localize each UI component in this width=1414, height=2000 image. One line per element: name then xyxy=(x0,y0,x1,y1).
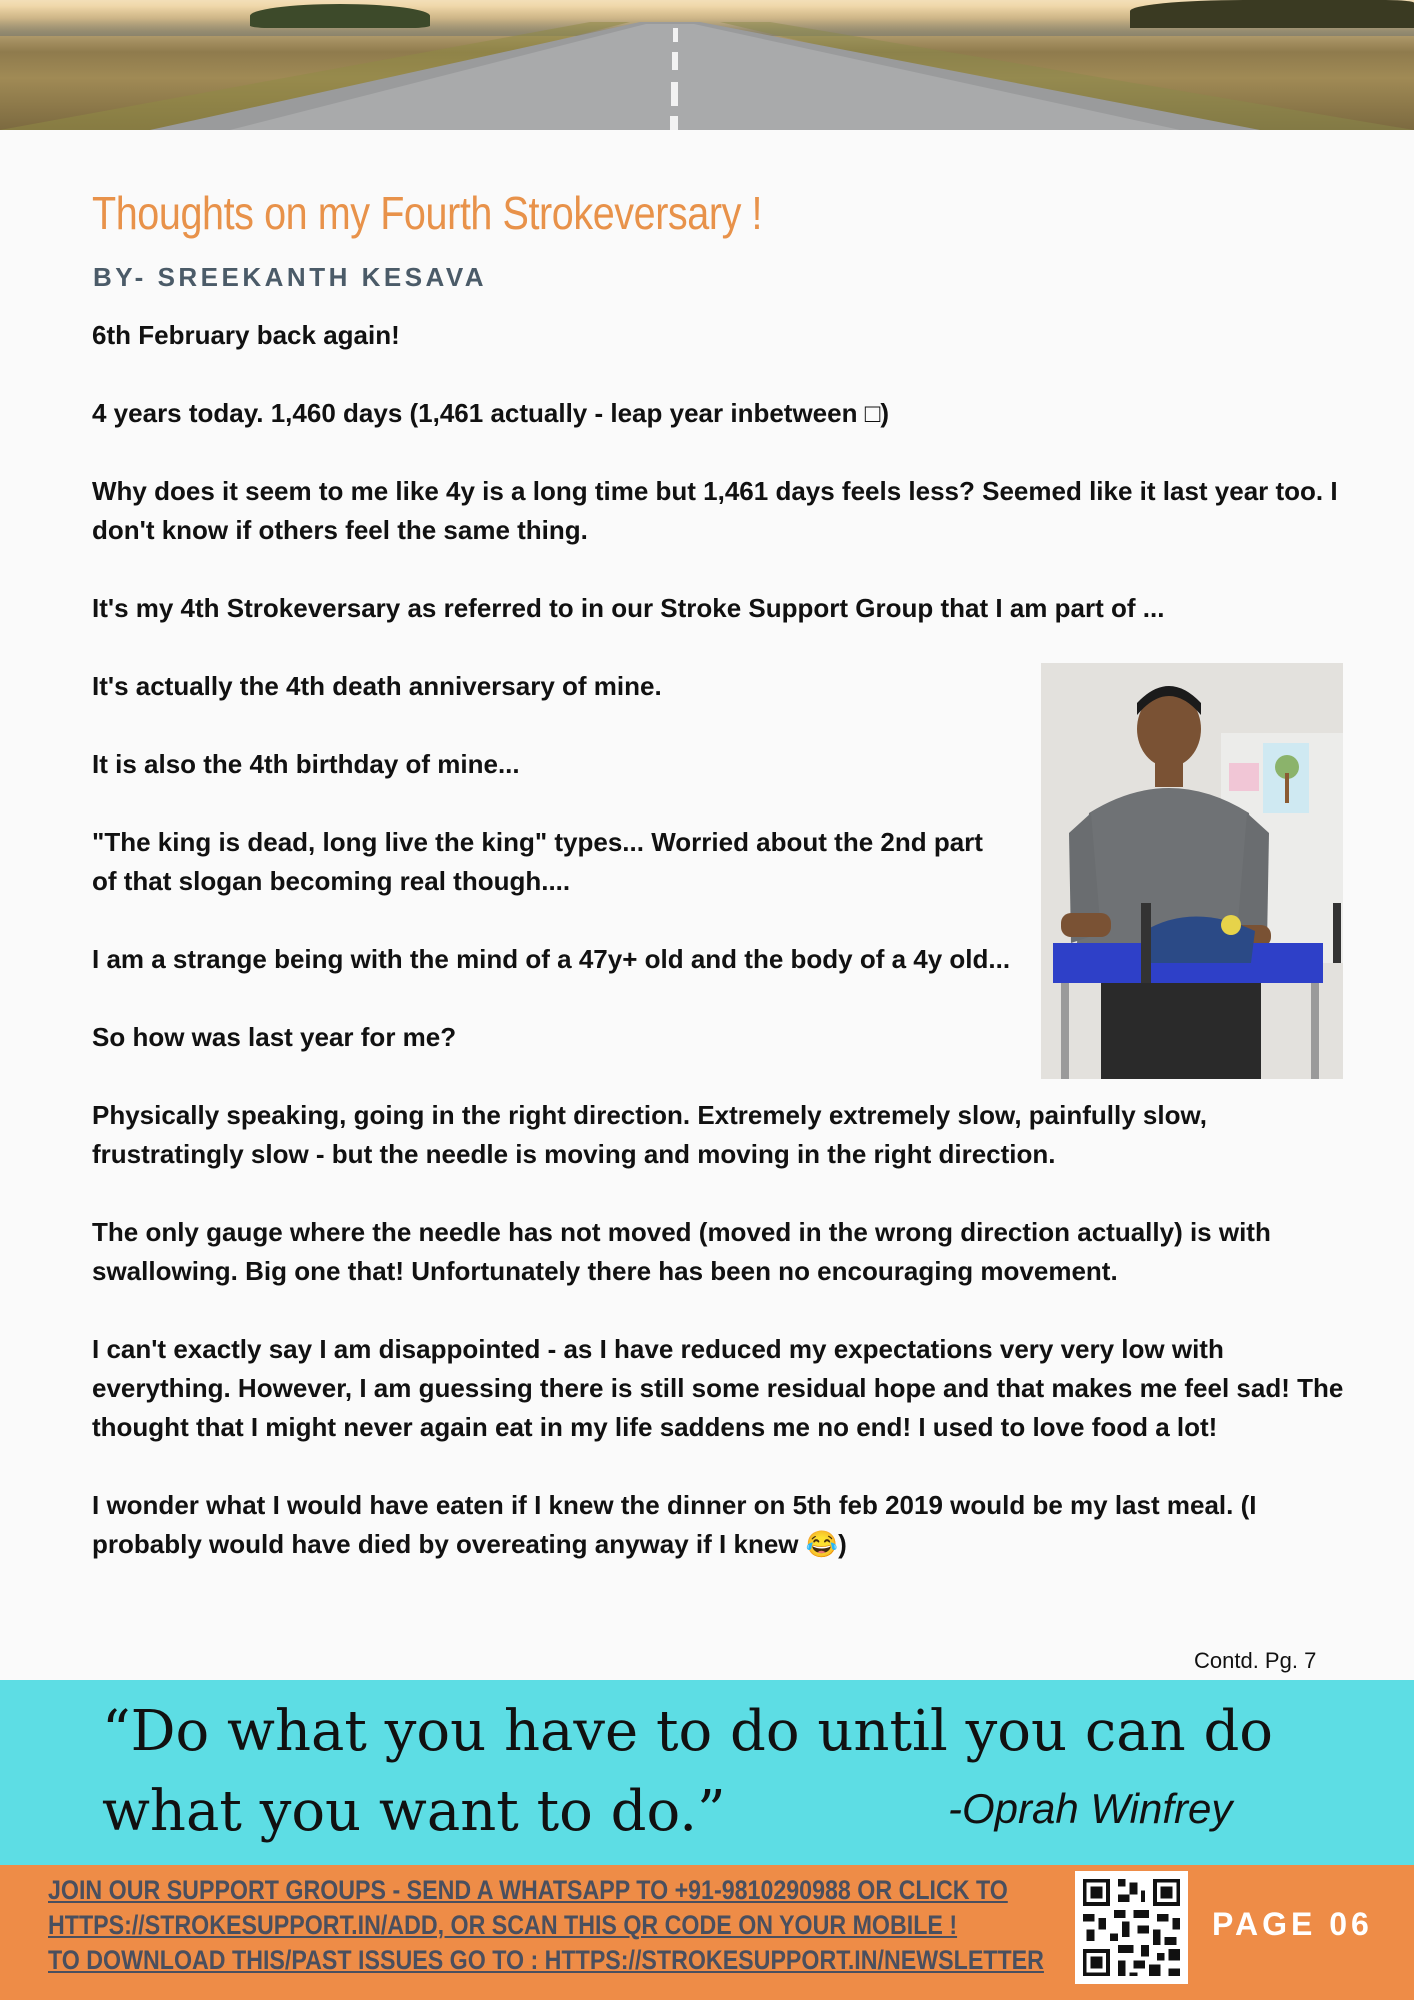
quote-author: -Oprah Winfrey xyxy=(948,1785,1233,1832)
paragraph: 6th February back again! xyxy=(92,320,400,350)
author-photo xyxy=(1041,663,1343,1079)
paragraph: Physically speaking, going in the right direction. Extremely extremely slow, painfully slow, frustratingly slow - but the needle is moving and moving in the right direction. xyxy=(92,1100,1207,1169)
footer-line[interactable]: JOIN OUR SUPPORT GROUPS - SEND A WHATSAPP TO +91-9810290988 OR CLICK TO xyxy=(48,1875,1008,1905)
qr-code-icon[interactable] xyxy=(1075,1871,1188,1984)
footer-line[interactable]: TO DOWNLOAD THIS/PAST ISSUES GO TO : HTTPS://STROKESUPPORT.IN/NEWSLETTER xyxy=(48,1945,1044,1975)
paragraph: It's my 4th Strokeversary as referred to in our Stroke Support Group that I am part of ... xyxy=(92,593,1165,623)
paragraph: "The king is dead, long live the king" types... Worried about the 2nd part of that slogan becoming real though.... xyxy=(92,827,983,896)
paragraph: It's actually the 4th death anniversary of mine. xyxy=(92,671,662,701)
header-banner-image xyxy=(0,0,1414,130)
article-title: Thoughts on my Fourth Strokeversary ! xyxy=(92,187,763,239)
paragraph: I am a strange being with the mind of a 47y+ old and the body of a 4y old... xyxy=(92,944,1011,974)
continued-note: Contd. Pg. 7 xyxy=(1194,1648,1317,1673)
paragraph: It is also the 4th birthday of mine... xyxy=(92,749,520,779)
article-byline: BY- SREEKANTH KESAVA xyxy=(93,262,488,292)
paragraph: I wonder what I would have eaten if I knew the dinner on 5th feb 2019 would be my last meal. (I probably would have died by overeating anyway if I knew 😂) xyxy=(92,1490,1257,1559)
footer-line[interactable]: HTTPS://STROKESUPPORT.IN/ADD, OR SCAN THIS QR CODE ON YOUR MOBILE ! xyxy=(48,1910,958,1940)
paragraph: The only gauge where the needle has not moved (moved in the wrong direction actually) is with swallowing. Big one that! Unfortunately there has been no encouraging movement. xyxy=(92,1217,1271,1286)
paragraph: I can't exactly say I am disappointed - as I have reduced my expectations very very low with everything. However, I am guessing there is still some residual hope and that makes me feel sad! The thought that I might never again eat in my life saddens me no end! I used to love food a lot! xyxy=(92,1334,1344,1442)
banner-road xyxy=(0,22,1414,130)
paragraph: Why does it seem to me like 4y is a long time but 1,461 days feels less? Seemed like it last year too. I don't know if others feel the same thing. xyxy=(92,476,1338,545)
page-number: PAGE 06 xyxy=(1212,1906,1373,1942)
footer-links[interactable] xyxy=(48,1873,1044,1978)
paragraph: 4 years today. 1,460 days (1,461 actually - leap year inbetween □) xyxy=(92,398,890,428)
paragraph: So how was last year for me? xyxy=(92,1022,457,1052)
quote-text: “Do what you have to do until you can do what you want to do.” xyxy=(102,1699,1274,1844)
